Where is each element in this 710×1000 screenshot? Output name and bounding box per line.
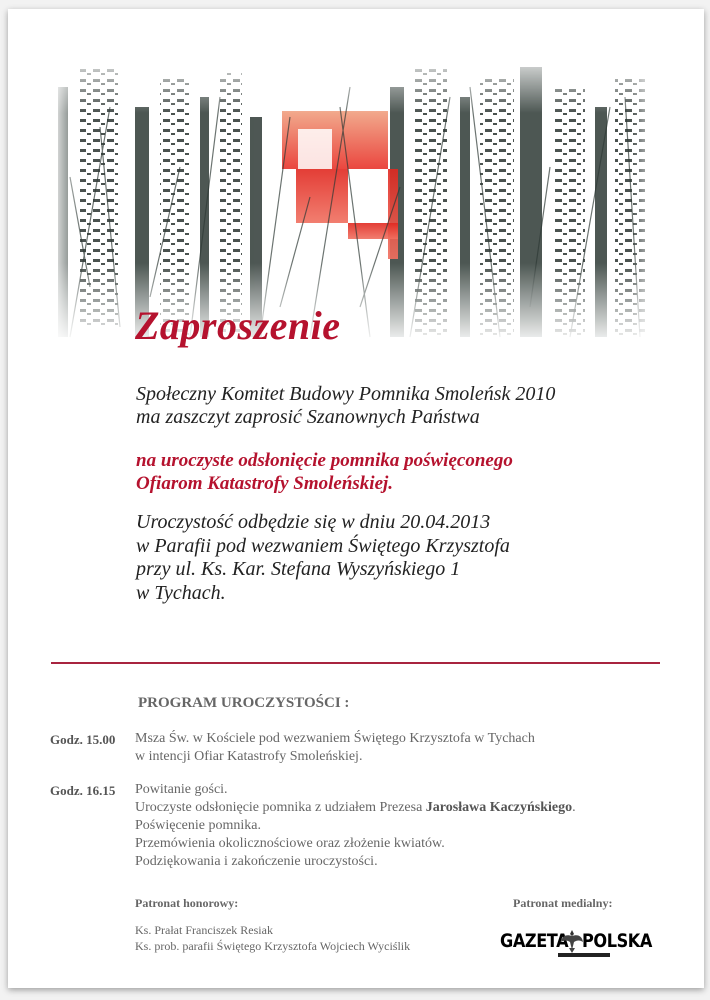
highlight-text — [136, 449, 513, 495]
program-line — [135, 799, 655, 817]
venue-line: w Tychach. — [136, 581, 226, 604]
intro-line: ma zaszczyt zaprosić Szanownych Państwa — [136, 406, 480, 428]
program-line: Msza Św. w Kościele pod wezwaniem Świętego Krzysztofa w Tychach — [135, 731, 535, 746]
guest-name: Jarosława Kaczyńskiego — [425, 800, 573, 815]
program-description — [135, 730, 655, 766]
program-line: Poświęcenie pomnika. — [135, 818, 261, 833]
logo-text-left: GAZETA — [500, 930, 569, 952]
intro-line: Społeczny Komitet Budowy Pomnika Smoleńsk 2010 — [136, 383, 556, 405]
program-line: w intencji Ofiar Katastrofy Smoleńskiej. — [135, 749, 363, 764]
media-patronage-label: Patronat medialny: — [513, 896, 613, 910]
program-description — [135, 781, 655, 871]
punctuation: . — [572, 800, 576, 815]
program-line: Powitanie gości. — [135, 782, 228, 797]
patron-name: Ks. Prałat Franciszek Resiak — [135, 923, 273, 937]
logo-text-right: POLSKA — [582, 930, 652, 952]
highlight-line: Ofiarom Katastrofy Smoleńskiej. — [136, 473, 394, 494]
logo-tagline-strip — [558, 953, 610, 957]
honorary-patronage-label: Patronat honorowy: — [135, 896, 239, 910]
program-time: Godz. 16.15 — [50, 783, 116, 798]
intro-text — [136, 383, 555, 429]
highlight-line: na uroczyste odsłonięcie pomnika poświęconego — [136, 450, 513, 471]
honorary-patrons — [135, 922, 410, 954]
invitation-page — [8, 9, 704, 988]
invitation-title: Zaproszenie — [135, 303, 341, 348]
program-line: Podziękowania i zakończenie uroczystości. — [135, 854, 378, 869]
venue-text — [136, 511, 510, 605]
venue-line: przy ul. Ks. Kar. Stefana Wyszyńskiego 1 — [136, 558, 461, 580]
eagle-icon — [560, 928, 584, 954]
venue-line: w Parafii pod wezwaniem Świętego Krzysztofa — [136, 534, 510, 557]
venue-line: Uroczystość odbędzie się w dniu 20.04.2013 — [136, 511, 491, 533]
gazeta-polska-logo — [500, 928, 650, 962]
program-line: Przemówienia okolicznościowe oraz złożenie kwiatów. — [135, 836, 445, 851]
program-title: PROGRAM UROCZYSTOŚCI : — [138, 695, 350, 711]
program-line-text: Uroczyste odsłonięcie pomnika z udziałem Prezesa — [135, 800, 426, 815]
patron-name: Ks. prob. parafii Świętego Krzysztofa Wojciech Wyciślik — [135, 939, 411, 953]
program-time: Godz. 15.00 — [50, 732, 116, 747]
section-divider — [51, 662, 660, 664]
